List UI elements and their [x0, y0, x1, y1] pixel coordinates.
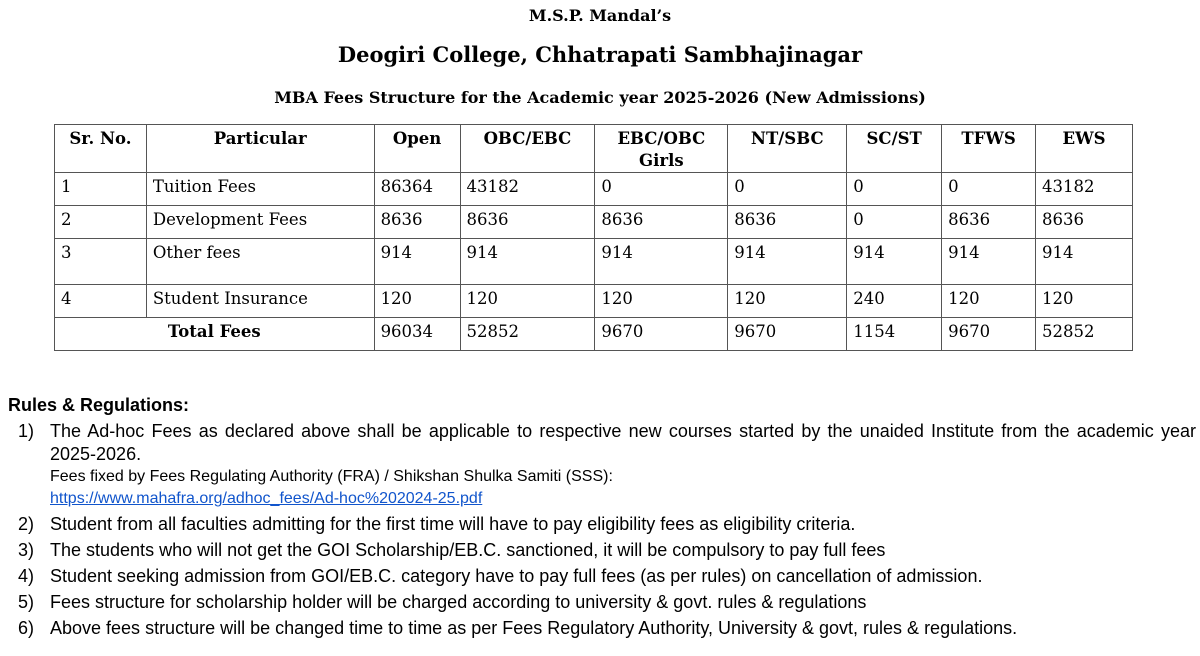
- rule-number: 6): [18, 618, 35, 638]
- rule-item: [18, 539, 1196, 562]
- table-cell: 120: [942, 285, 1036, 318]
- rule-text: Above fees structure will be changed time to time as per Fees Regulatory Authority, University & govt, rules & regulations.: [50, 618, 1018, 638]
- table-cell: 914: [374, 239, 460, 285]
- table-cell: Student Insurance: [146, 285, 374, 318]
- table-cell: 120: [728, 285, 847, 318]
- total-row: [55, 318, 1133, 351]
- rule-number: 4): [18, 566, 35, 586]
- table-cell: 120: [1036, 285, 1133, 318]
- fees-table: [54, 124, 1133, 351]
- table-row: [55, 285, 1133, 318]
- rule-number: 3): [18, 540, 35, 560]
- total-cell: 96034: [374, 318, 460, 351]
- table-cell: 43182: [460, 173, 595, 206]
- table-cell: 914: [728, 239, 847, 285]
- table-row: [55, 206, 1133, 239]
- table-cell: 914: [847, 239, 942, 285]
- table-cell: 3: [55, 239, 147, 285]
- table-cell: 914: [942, 239, 1036, 285]
- rule-text: The students who will not get the GOI Scholarship/EB.C. sanctioned, it will be compulsory to pay full fees: [50, 540, 886, 560]
- table-cell: 2: [55, 206, 147, 239]
- table-header-row: [55, 125, 1133, 173]
- col-header: Open: [374, 125, 460, 173]
- table-cell: 0: [942, 173, 1036, 206]
- table-cell: 8636: [728, 206, 847, 239]
- table-cell: 0: [847, 206, 942, 239]
- table-cell: 4: [55, 285, 147, 318]
- table-cell: 8636: [1036, 206, 1133, 239]
- col-header: EBC/OBC Girls: [595, 125, 728, 173]
- col-header: TFWS: [942, 125, 1036, 173]
- total-label: Total Fees: [55, 318, 375, 351]
- table-row: [55, 173, 1133, 206]
- org-name: M.S.P. Mandal’s: [528, 6, 672, 25]
- rule-text: Student seeking admission from GOI/EB.C. category have to pay full fees (as per rules) on cancellation of admission.: [50, 566, 983, 586]
- table-cell: 120: [374, 285, 460, 318]
- total-cell: 1154: [847, 318, 942, 351]
- total-cell: 52852: [1036, 318, 1133, 351]
- col-header: OBC/EBC: [460, 125, 595, 173]
- table-cell: Development Fees: [146, 206, 374, 239]
- fees-subtitle: MBA Fees Structure for the Academic year 2025-2026 (New Admissions): [274, 88, 926, 107]
- table-cell: 120: [595, 285, 728, 318]
- table-cell: Tuition Fees: [146, 173, 374, 206]
- rule-number: 1): [18, 421, 35, 441]
- table-cell: 8636: [460, 206, 595, 239]
- table-cell: 914: [460, 239, 595, 285]
- col-header: Sr. No.: [55, 125, 147, 173]
- col-header: NT/SBC: [728, 125, 847, 173]
- col-header: EWS: [1036, 125, 1133, 173]
- table-cell: 8636: [942, 206, 1036, 239]
- fra-link[interactable]: https://www.mahafra.org/adhoc_fees/Ad-hoc%202024-25.pdf: [50, 490, 483, 507]
- total-cell: 9670: [595, 318, 728, 351]
- rule-text: The Ad-hoc Fees as declared above shall be applicable to respective new courses started by the unaided Institute from the academic year 2025-2026.: [50, 421, 1196, 464]
- table-cell: 914: [1036, 239, 1133, 285]
- rules-heading: Rules & Regulations:: [8, 395, 190, 415]
- rule-number: 2): [18, 514, 35, 534]
- table-cell: 8636: [374, 206, 460, 239]
- rule-item: [18, 420, 1196, 510]
- college-title: Deogiri College, Chhatrapati Sambhajinagar: [337, 42, 863, 67]
- table-cell: 0: [595, 173, 728, 206]
- total-cell: 9670: [942, 318, 1036, 351]
- rule-text: Student from all faculties admitting for the first time will have to pay eligibility fees as eligibility criteria.: [50, 514, 856, 534]
- table-cell: 0: [847, 173, 942, 206]
- table-row: [55, 239, 1133, 285]
- table-cell: 120: [460, 285, 595, 318]
- table-cell: 240: [847, 285, 942, 318]
- rule-text: Fees structure for scholarship holder will be charged according to university & govt. rules & regulations: [50, 592, 867, 612]
- rule-item: [18, 565, 1196, 588]
- table-cell: 8636: [595, 206, 728, 239]
- total-cell: 9670: [728, 318, 847, 351]
- table-cell: 43182: [1036, 173, 1133, 206]
- rule-number: 5): [18, 592, 35, 612]
- table-cell: 914: [595, 239, 728, 285]
- table-cell: Other fees: [146, 239, 374, 285]
- col-header: Particular: [146, 125, 374, 173]
- rules-list: [18, 420, 1196, 643]
- table-cell: 86364: [374, 173, 460, 206]
- table-cell: 1: [55, 173, 147, 206]
- col-header: SC/ST: [847, 125, 942, 173]
- rule-item: [18, 617, 1196, 640]
- table-cell: 0: [728, 173, 847, 206]
- rule-item: [18, 591, 1196, 614]
- rule-item: [18, 513, 1196, 536]
- fra-note: Fees fixed by Fees Regulating Authority (FRA) / Shikshan Shulka Samiti (SSS):: [50, 468, 613, 485]
- total-cell: 52852: [460, 318, 595, 351]
